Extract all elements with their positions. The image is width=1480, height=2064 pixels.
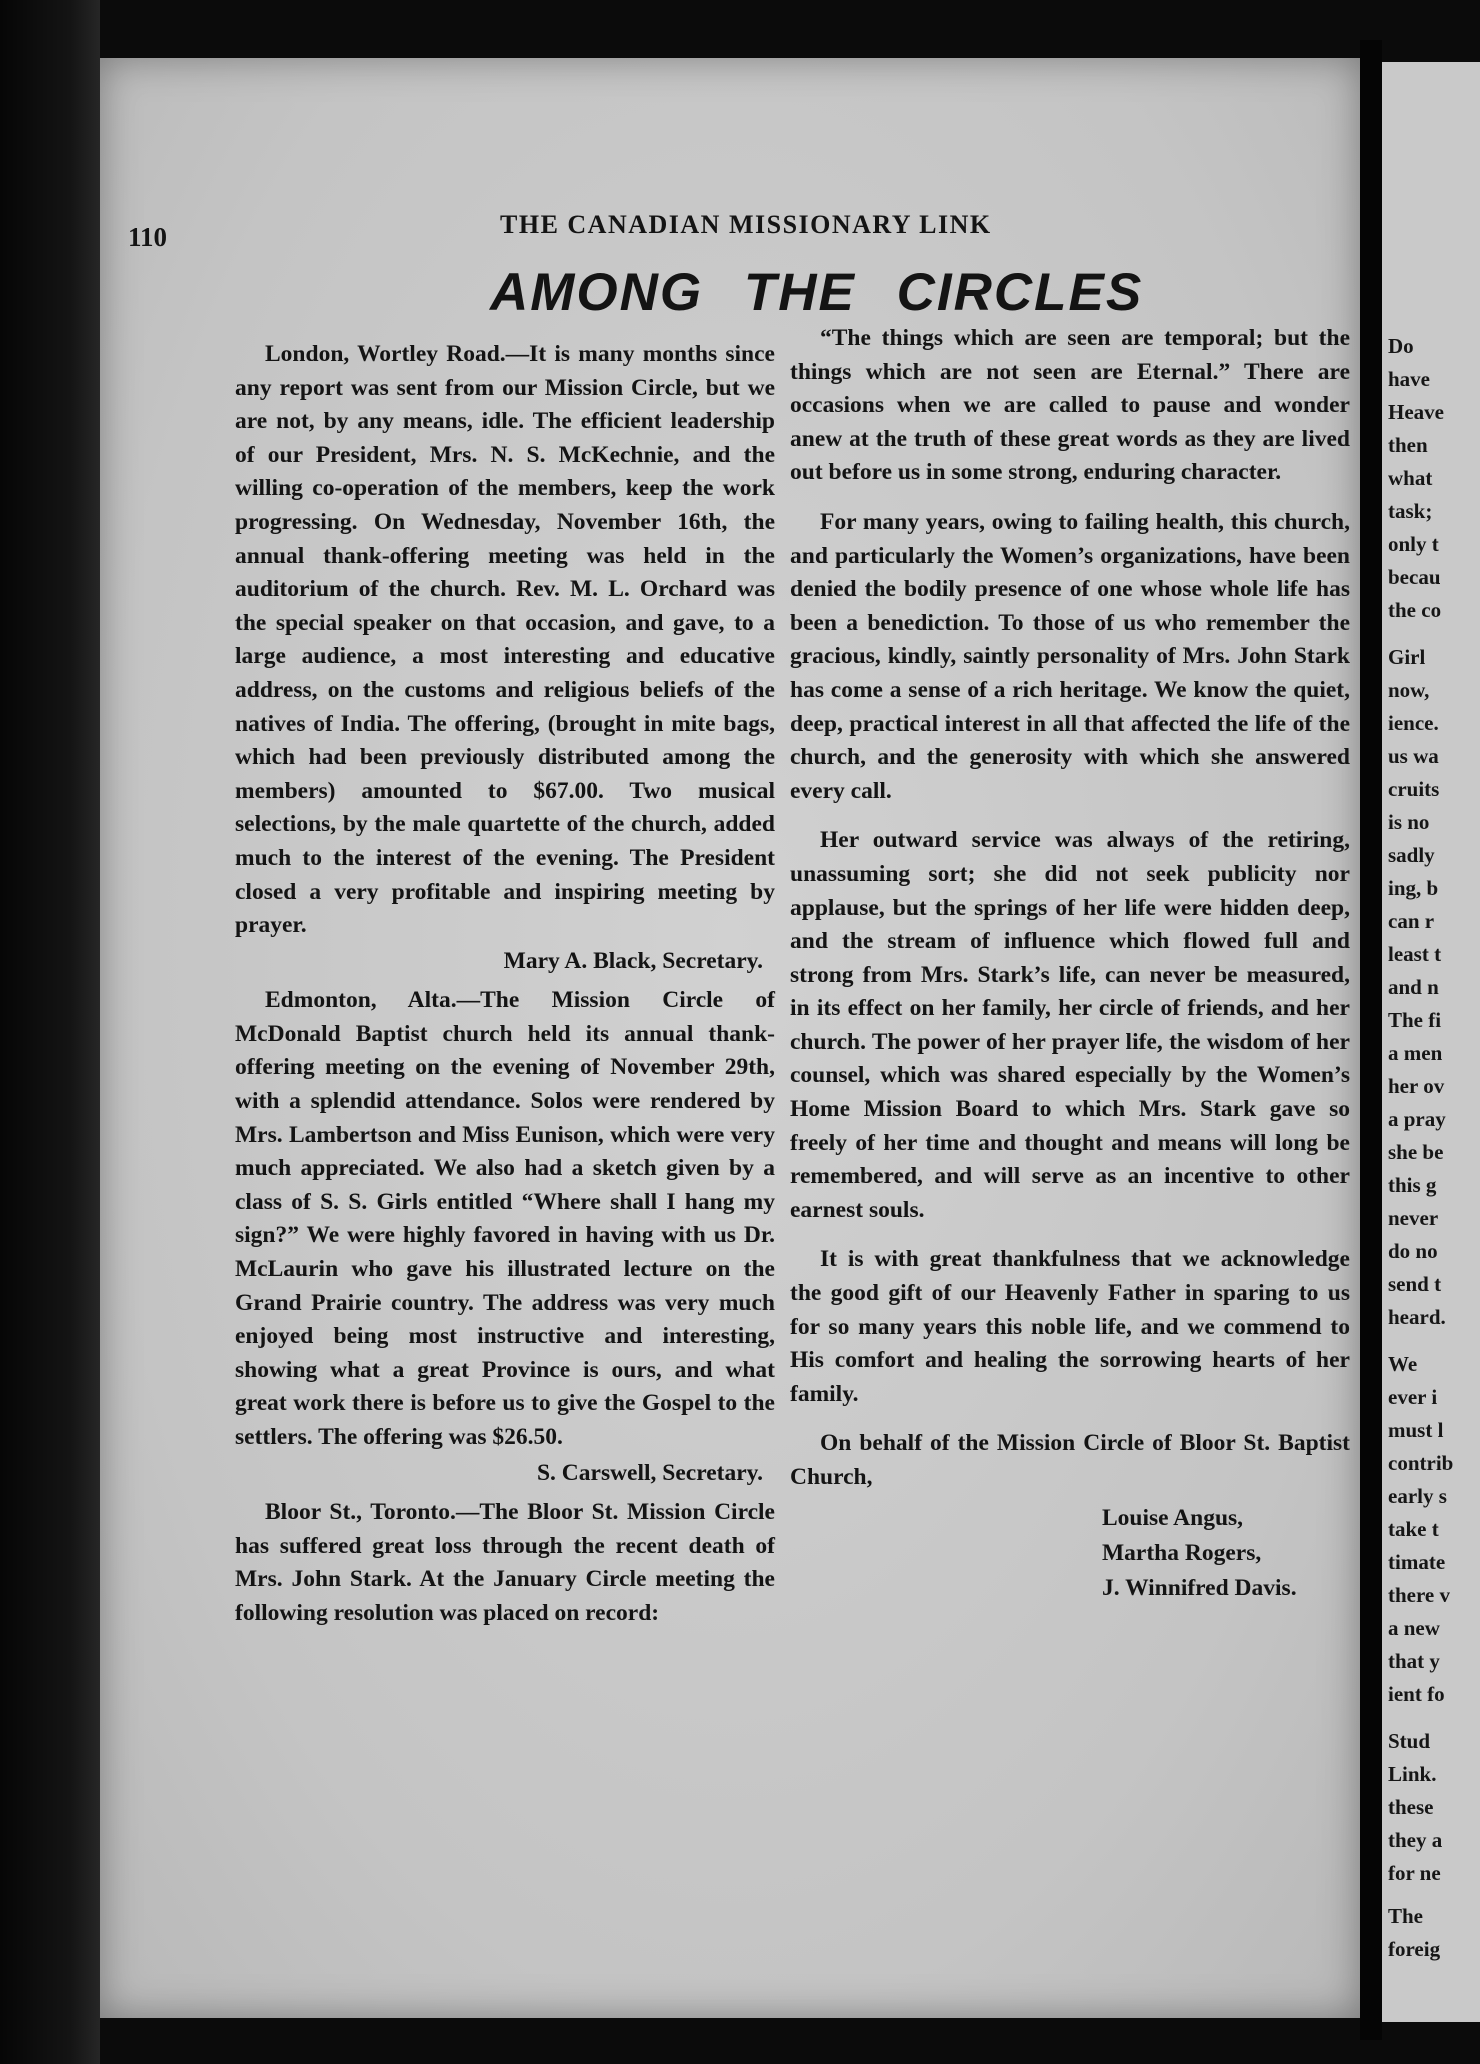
adjacent-page-line: heard. (1388, 1305, 1446, 1329)
report-paragraph (235, 338, 775, 943)
adjacent-page-line: ience. (1388, 711, 1439, 735)
adjacent-page-line: task; (1388, 499, 1433, 523)
adjacent-page-line: never (1388, 1206, 1439, 1230)
adjacent-page-line: she be (1388, 1140, 1444, 1164)
adjacent-page-line: this g (1388, 1173, 1437, 1197)
adjacent-page-line: have (1388, 367, 1430, 391)
report-body: —The Bloor St. Mission Circle has suffered great loss through the recent death of Mrs. John Stark. At the January Circle meeting the following resolution was placed on record: (235, 1499, 775, 1626)
adjacent-page-line: sadly (1388, 843, 1435, 867)
adjacent-page-line: what (1388, 466, 1433, 490)
adjacent-page-line: Girl (1388, 645, 1426, 669)
report-place: Edmonton, Alta. (265, 987, 457, 1014)
left-column (235, 338, 775, 1631)
report-body: —It is many months since any report was sent from our Mission Circle, but we are not, by any means, idle. The efficient leadership of our President, Mrs. N. S. McKechnie, and the willing co-operation of the members, keep the work progressing. On Wednesday, November 16th, the annual thank-offering meeting was held in the auditorium of the church. Rev. M. L. Orchard was the special speaker on that occasion, and gave, to a large audience, a most interesting and educative address, on the customs and religious beliefs of the natives of India. The offering, (brought in mite bags, which had been previously distributed among the members) amounted to $67.00. Two musical selections, by the male quartette of the church, added much to the interest of the evening. The President closed a very profitable and inspiring meeting by prayer. (235, 341, 775, 939)
report-place: Bloor St., Toronto. (265, 1499, 456, 1526)
adjacent-page-line: her ov (1388, 1074, 1445, 1098)
report-signature: Mary A. Black, Secretary. (503, 947, 763, 974)
adjacent-page-line: the co (1388, 598, 1442, 622)
adjacent-page-line: a men (1388, 1041, 1443, 1065)
adjacent-page-line: for ne (1388, 1861, 1441, 1885)
signatory: Martha Rogers, (1102, 1539, 1262, 1566)
adjacent-page-line: Stud (1388, 1729, 1431, 1753)
adjacent-page-line: they a (1388, 1828, 1443, 1852)
adjacent-page-line: contrib (1388, 1451, 1454, 1475)
adjacent-page-line: then (1388, 433, 1428, 457)
adjacent-page-line: us wa (1388, 744, 1439, 768)
adjacent-page-line: ient fo (1388, 1682, 1445, 1706)
adjacent-page-line: early s (1388, 1484, 1447, 1508)
adjacent-page-line: now, (1388, 678, 1430, 702)
adjacent-page-line: least t (1388, 942, 1442, 966)
adjacent-page-line: foreig (1388, 1937, 1441, 1961)
adjacent-page-line: Heave (1388, 400, 1444, 424)
adjacent-page-text (1388, 330, 1453, 1966)
adjacent-page-line: these (1388, 1795, 1434, 1819)
section-title: AMONG THE CIRCLES (490, 263, 1144, 322)
adjacent-page-line: ing, b (1388, 876, 1439, 900)
resolution-closing: On behalf of the Mission Circle of Bloor St. Baptist Church, (790, 1430, 1350, 1490)
signatory: J. Winnifred Davis. (1102, 1574, 1297, 1601)
adjacent-page-line: ever i (1388, 1385, 1438, 1409)
adjacent-page-line: only t (1388, 532, 1439, 556)
page-gutter (1360, 40, 1382, 2040)
adjacent-page-line: cruits (1388, 777, 1440, 801)
adjacent-page-line: Link. (1388, 1762, 1437, 1786)
report-paragraph (235, 1496, 775, 1630)
adjacent-page-line: a new (1388, 1616, 1440, 1640)
adjacent-page-line: The (1388, 1904, 1424, 1928)
adjacent-page-line: is no (1388, 810, 1430, 834)
right-column (790, 322, 1350, 1606)
adjacent-page-line: becau (1388, 565, 1441, 589)
adjacent-page-line: can r (1388, 909, 1435, 933)
adjacent-page-line: a pray (1388, 1107, 1446, 1131)
resolution-paragraph: Her outward service was always of the retiring, unassuming sort; she did not seek publicity nor applause, but the springs of her life were hidden deep, and the stream of influence which flowed full and strong from Mrs. Stark’s life, can never be measured, in its effect on her family, her circle of friends, and her church. The power of her prayer life, the wisdom of her counsel, which was shared especially by the Women’s Home Mission Board to which Mrs. Stark gave so freely of her time and thought and means will long be remembered, and will serve as an incentive to other earnest souls. (790, 827, 1350, 1223)
adjacent-page-line: must l (1388, 1418, 1444, 1442)
report-place: London, Wortley Road. (265, 341, 506, 367)
adjacent-page-line: send t (1388, 1272, 1442, 1296)
adjacent-page-line: We (1388, 1352, 1418, 1376)
page-number: 110 (128, 222, 168, 252)
report-signature: S. Carswell, Secretary. (536, 1459, 763, 1486)
book-binding (0, 0, 100, 2064)
adjacent-page-line: take t (1388, 1517, 1439, 1541)
signatories (1102, 1501, 1350, 1606)
resolution-paragraph: It is with great thankfulness that we acknowledge the good gift of our Heavenly Father in sparing to us for so many years this noble life, and we commend to His comfort and healing the sorrowing hearts of her family. (790, 1246, 1350, 1407)
adjacent-page (1382, 62, 1480, 2022)
adjacent-page-line: and n (1388, 975, 1439, 999)
resolution-paragraph: “The things which are seen are temporal; but the things which are not seen are Eternal.” There are occasions when we are called to pause and wonder anew at the truth of these great words as they are lived out before us in some strong, enduring character. (790, 325, 1350, 486)
adjacent-page-line: that y (1388, 1649, 1440, 1673)
adjacent-page-line: timate (1388, 1550, 1446, 1574)
resolution-paragraph: For many years, owing to failing health, this church, and particularly the Women’s organizations, have been denied the bodily presence of one whose whole life has been a benediction. To those of us who remember the gracious, kindly, saintly personality of Mrs. John Stark has come a sense of a rich heritage. We know the quiet, deep, practical interest in all that affected the life of the church, and the generosity with which she answered every call. (790, 508, 1350, 804)
report-paragraph (235, 984, 775, 1454)
signatory: Louise Angus, (1102, 1504, 1244, 1531)
report-body: —The Mission Circle of McDonald Baptist church held its annual thank-offering meeting on the evening of November 29th, with a splendid attendance. Solos were rendered by Mrs. Lambertson and Miss Eunison, which were very much appreciated. We also had a sketch given by a class of S. S. Girls entitled “Where shall I hang my sign?” We were highly favored in having with us Dr. McLaurin who gave his illustrated lecture on the Grand Prairie country. The address was very much enjoyed being most instructive and interesting, showing what a great Province is ours, and what great work there is before us to give the Gospel to the settlers. The offering was $26.50. (235, 987, 775, 1450)
adjacent-page-line: Do (1388, 334, 1414, 358)
running-title: THE CANADIAN MISSIONARY LINK (500, 210, 992, 239)
adjacent-page-line: do no (1388, 1239, 1438, 1263)
adjacent-page-line: The fi (1388, 1008, 1442, 1032)
adjacent-page-line: there v (1388, 1583, 1451, 1607)
